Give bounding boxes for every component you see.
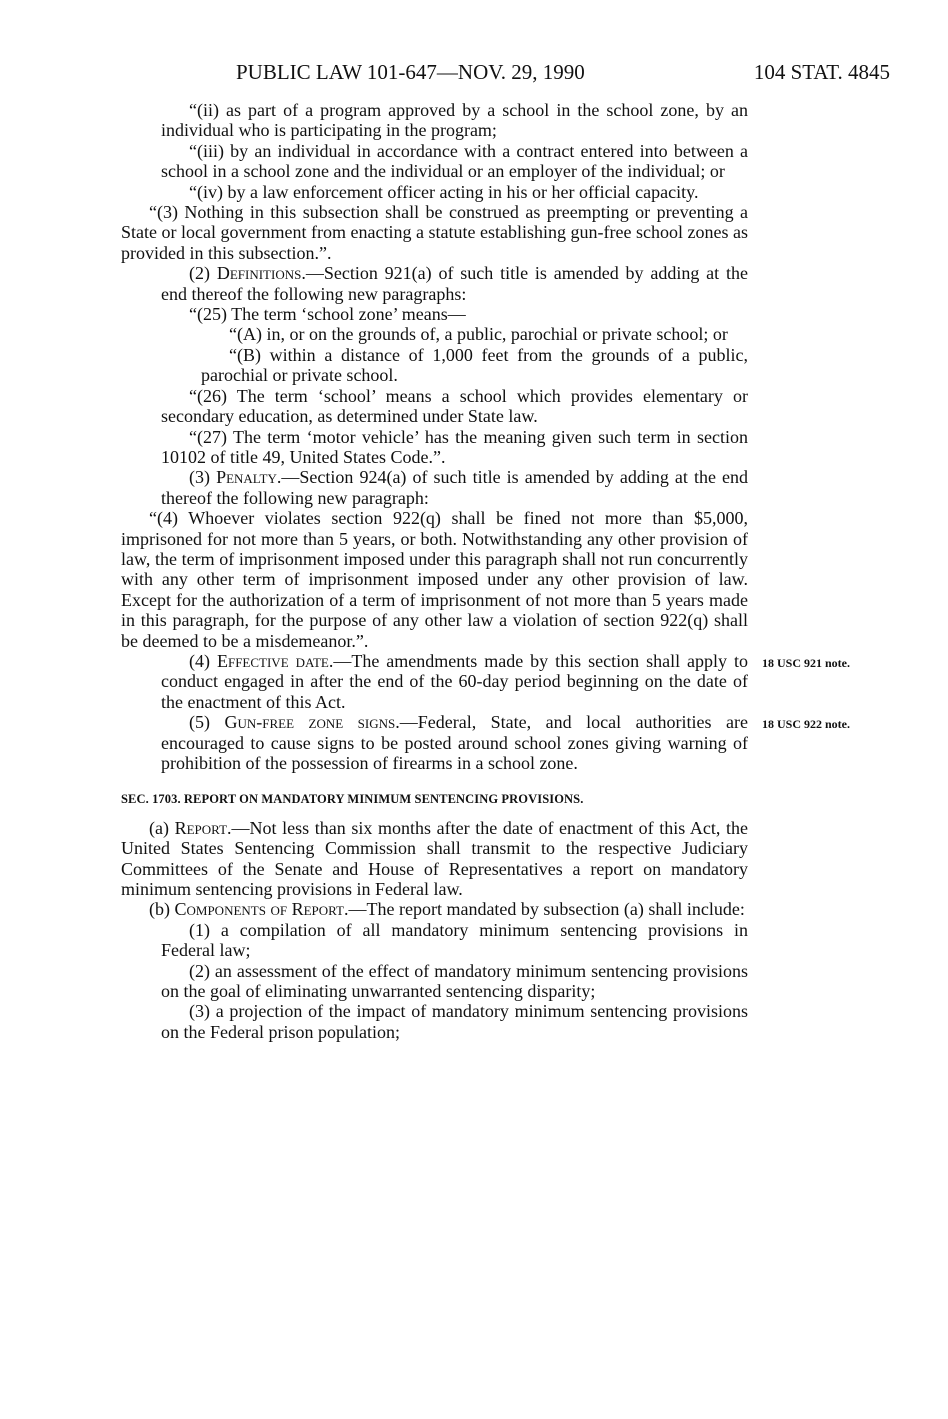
paragraph-report bbox=[121, 818, 748, 900]
paragraph-text: .—The report mandated by subsection (a) shall include: bbox=[343, 899, 745, 920]
header-title: PUBLIC LAW 101-647—NOV. 29, 1990 bbox=[236, 60, 585, 84]
paragraph-component-1: (1) a compilation of all mandatory minimum sentencing provisions in Federal law; bbox=[161, 919, 748, 961]
paragraph-gun-free-zone-signs bbox=[121, 712, 851, 773]
paragraph-text: .—Not less than six months after the date of enactment of this Act, the United States Sentencing Commission shall transmit to the respective Judiciary Committees of the Senate and House of Representatives a report on mandatory minimum sentencing provisions in Federal law. bbox=[121, 817, 748, 900]
paragraph-text: .—Section 921(a) of such title is amended by adding at the end thereof the following new paragraphs: bbox=[161, 263, 748, 304]
paragraph-def-26: “(26) The term ‘school’ means a school which provides elementary or secondary education, as determined under State law. bbox=[161, 385, 748, 427]
paragraph-clause-iv: “(iv) by a law enforcement officer acting in his or her official capacity. bbox=[189, 181, 699, 202]
paragraph-heading: Effective date bbox=[216, 650, 329, 671]
document-body bbox=[121, 100, 851, 1042]
paragraph-def-25: “(25) The term ‘school zone’ means— bbox=[189, 304, 466, 325]
paragraph-text: .—Federal, State, and local authorities are encouraged to cause signs to be posted around school zones giving warning of prohibition of the possession of firearms in a school zone. bbox=[161, 712, 748, 773]
paragraph-number: (a) bbox=[149, 817, 169, 838]
running-header bbox=[0, 60, 948, 90]
paragraph-clause-ii: “(ii) as part of a program approved by a school in the school zone, by an individual who is participating in the program; bbox=[161, 100, 748, 141]
paragraph-def-25-b: “(B) within a distance of 1,000 feet from the grounds of a public, parochial or private school. bbox=[201, 344, 748, 386]
header-stat-page: 104 STAT. 4845 bbox=[753, 60, 890, 84]
margin-note-usc-921: 18 USC 921 note. bbox=[762, 655, 851, 670]
paragraph-def-27: “(27) The term ‘motor vehicle’ has the meaning given such term in section 10102 of title 49, United States Code.”. bbox=[161, 426, 748, 467]
paragraph-text: .—The amendments made by this section shall apply to conduct engaged in after the end of the 60-day period beginning on the date of the enactment of this Act. bbox=[161, 650, 748, 712]
paragraph-components bbox=[121, 899, 748, 919]
paragraph-text: .—Section 924(a) of such title is amended by adding at the end thereof the following new paragraph: bbox=[161, 467, 749, 508]
paragraph-number: (2) bbox=[189, 263, 210, 284]
paragraph-heading: Definitions bbox=[216, 263, 302, 284]
paragraph-heading: Penalty bbox=[216, 467, 277, 488]
paragraph-effective-date bbox=[121, 650, 851, 712]
paragraph-definitions bbox=[121, 263, 748, 304]
paragraph-clause-iii: “(iii) by an individual in accordance with a contract entered into between a school in a school zone and the individual or an employer of the individual; or bbox=[161, 140, 748, 182]
margin-note-usc-922: 18 USC 922 note. bbox=[762, 717, 851, 732]
paragraph-def-25-a: “(A) in, or on the grounds of, a public, parochial or private school; or bbox=[229, 324, 728, 345]
paragraph-number: (4) bbox=[189, 650, 210, 671]
paragraph-component-3: (3) a projection of the impact of mandatory minimum sentencing provisions on the Federal prison population; bbox=[161, 1001, 748, 1042]
paragraph-number: (b) bbox=[149, 899, 170, 920]
paragraph-heading: Gun-free zone signs bbox=[224, 712, 396, 733]
section-heading: SEC. 1703. REPORT ON MANDATORY MINIMUM SENTENCING PROVISIONS. bbox=[121, 792, 584, 807]
paragraph-subsection-3: “(3) Nothing in this subsection shall be construed as preempting or preventing a State or local government from enacting a statute establishing gun-free school zones as provided in this subsection.”. bbox=[121, 202, 748, 263]
paragraph-component-2: (2) an assessment of the effect of mandatory minimum sentencing provisions on the goal of eliminating unwarranted sentencing disparity; bbox=[161, 960, 748, 1002]
paragraph-heading: Components of Report bbox=[174, 899, 344, 920]
paragraph-penalty bbox=[121, 467, 748, 508]
paragraph-number: (3) bbox=[189, 467, 210, 488]
paragraph-heading: Report bbox=[174, 817, 228, 838]
paragraph-number: (5) bbox=[189, 712, 210, 733]
paragraph-penalty-4: “(4) Whoever violates section 922(q) shall be fined not more than $5,000, imprisoned for not more than 5 years, or both. Notwithstanding any other provision of law, the term of imprisonment imposed under this paragraph shall not run concurrently with any other term of imprisonment imposed under any other provision of law. Except for the authorization of a term of imprisonment of not more than 5 years made in this paragraph, for the purpose of any other law a violation of section 922(q) shall be deemed to be a misdemeanor.”. bbox=[121, 508, 748, 651]
